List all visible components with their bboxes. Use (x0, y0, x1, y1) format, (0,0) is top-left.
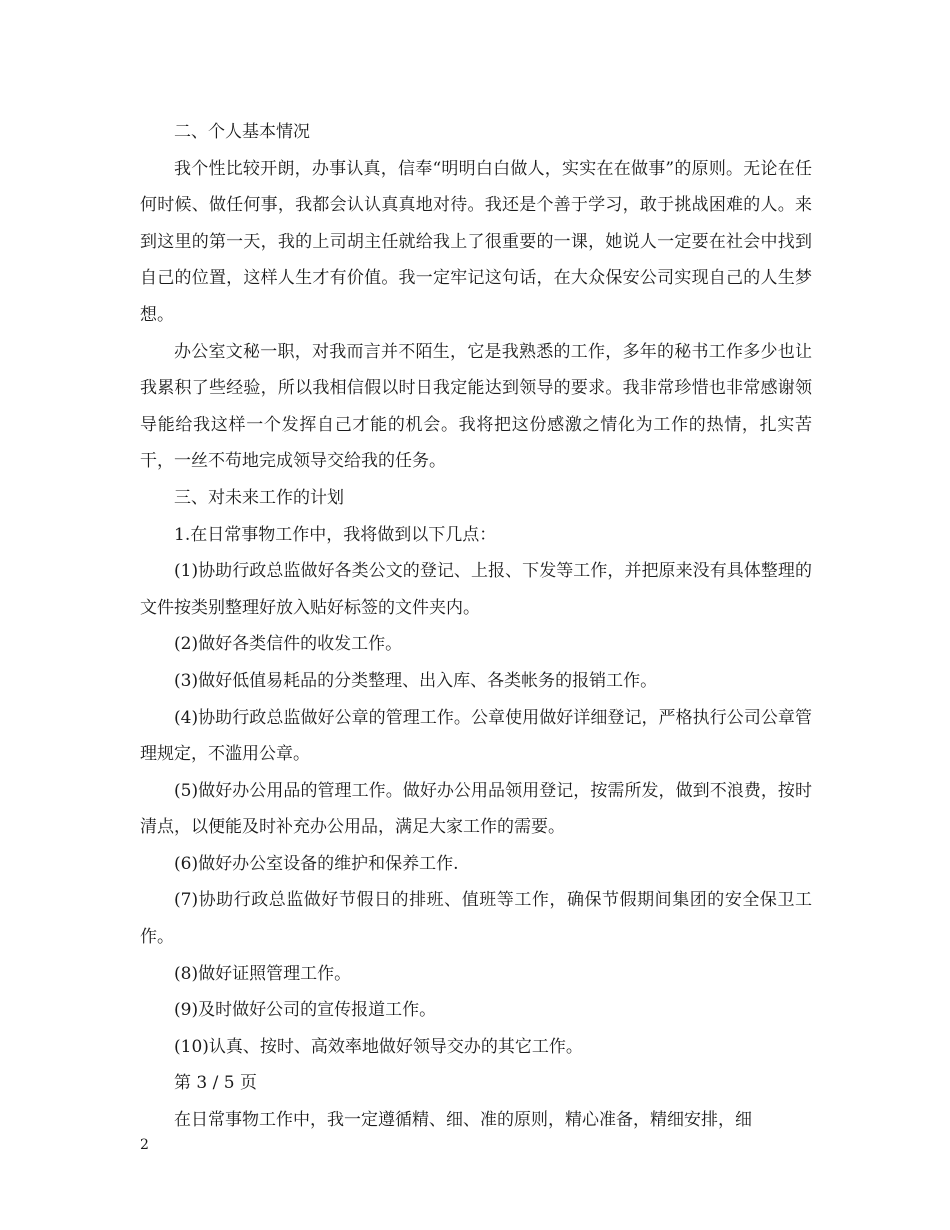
paragraph-personality: 我个性比较开朗，办事认真，信奉“明明白白做人，实实在在做事”的原则。无论在任何时候、做任何事，我都会认认真真地对待。我还是个善于学习，敢于挑战困难的人。来到这里的第一天，我的上司胡主任就给我上了很重要的一课，她说人一定要在社会中找到自己的位置，这样人生才有价值。我一定牢记这句话，在大众保安公司实现自己的人生梦想。 (140, 158, 812, 325)
plan-item-4: (4)协助行政总监做好公章的管理工作。公章使用做好详细登记，严格执行公司公章管理规定，不滥用公章。 (140, 707, 812, 765)
section-heading-basic-info: 二、个人基本情况 (174, 122, 310, 142)
plan-item-9: (9)及时做好公司的宣传报道工作。 (174, 1000, 437, 1021)
plan-item-8: (8)做好证照管理工作。 (174, 963, 352, 984)
paragraph-secretary-role: 办公室文秘一职，对我而言并不陌生，它是我熟悉的工作，多年的秘书工作多少也让我累积了些经验，所以我相信假以时日我定能达到领导的要求。我非常珍惜也非常感谢领导能给我这样一个发挥自己才能的机会。我将把这份感激之情化为工作的热情，扎实苦干，一丝不苟地完成领导交给我的任务。 (140, 341, 812, 472)
plan-item-1: (1)协助行政总监做好各类公文的登记、上报、下发等工作，并把原来没有具体整理的文件按类别整理好放入贴好标签的文件夹内。 (140, 561, 812, 618)
inline-page-marker: 第 3 / 5 页 (174, 1073, 257, 1094)
plan-intro: 1.在日常事物工作中，我将做到以下几点： (174, 524, 497, 545)
plan-item-6: (6)做好办公室设备的维护和保养工作. (174, 853, 459, 874)
plan-item-3: (3)做好低值易耗品的分类整理、出入库、各类帐务的报销工作。 (174, 670, 658, 691)
paragraph-daily-work: 在日常事物工作中，我一定遵循精、细、准的原则，精心准备，精细安排，细 (174, 1110, 752, 1131)
page-number: 2 (140, 1137, 149, 1153)
document-body (140, 114, 812, 1139)
section-heading-future-plan: 三、对未来工作的计划 (174, 487, 344, 508)
plan-item-7: (7)协助行政总监做好节假日的排班、值班等工作，确保节假期间集团的安全保卫工作。 (140, 890, 812, 948)
plan-item-2: (2)做好各类信件的收发工作。 (174, 634, 403, 655)
plan-item-10: (10)认真、按时、高效率地做好领导交办的其它工作。 (174, 1036, 583, 1057)
plan-item-5: (5)做好办公用品的管理工作。做好办公用品领用登记，按需所发，做到不浪费，按时清点，以便能及时补充办公用品，满足大家工作的需要。 (140, 780, 812, 838)
